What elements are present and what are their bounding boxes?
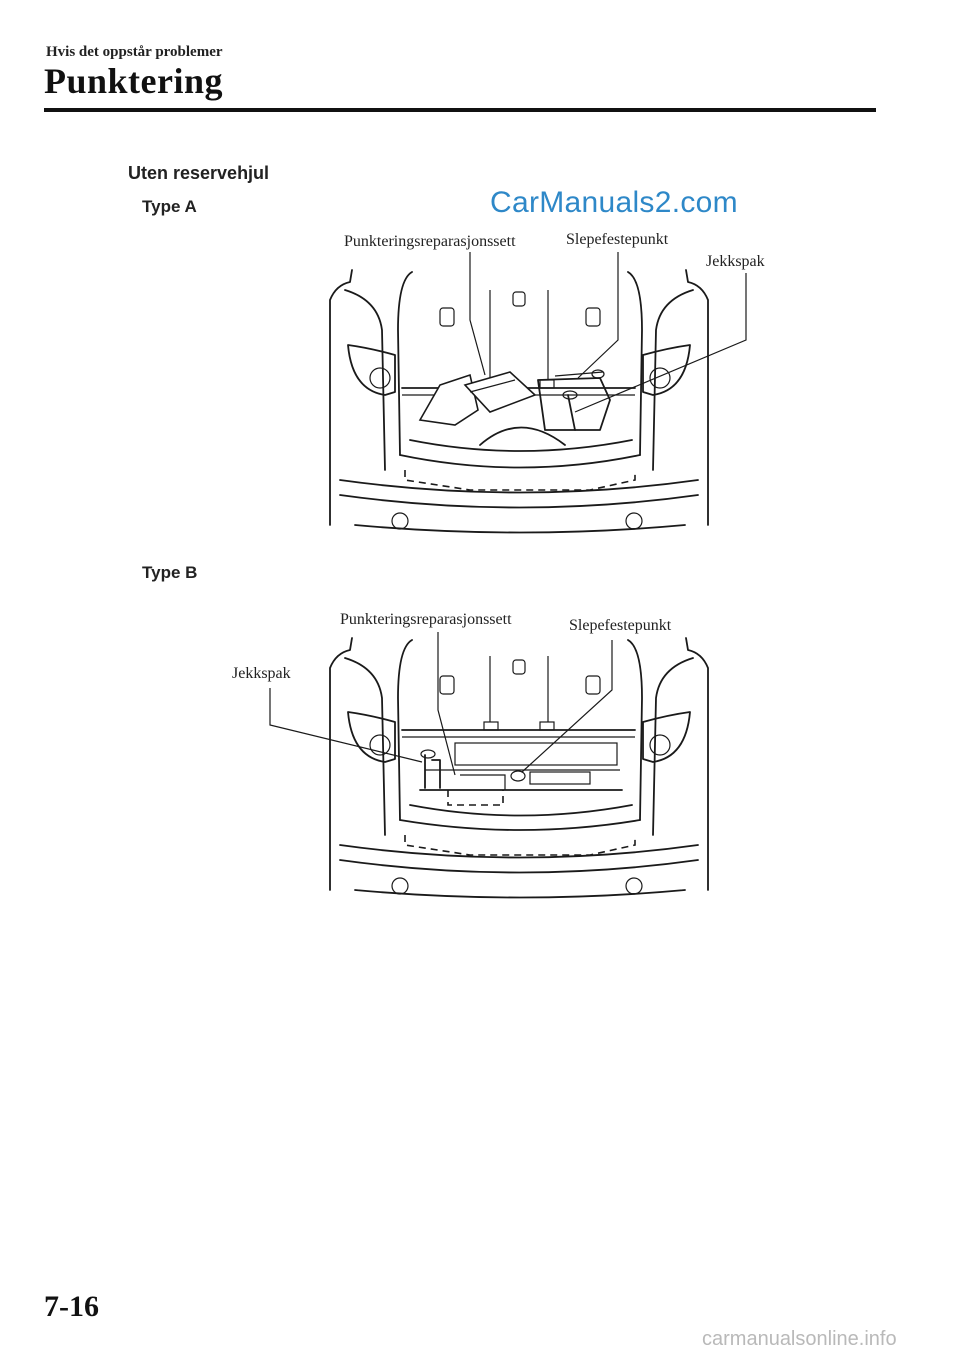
footer-watermark[interactable]: carmanualsonline.info [702, 1328, 897, 1350]
page-number: 7-16 [44, 1290, 99, 1323]
type-b-callout-repair-kit: Punkteringsreparasjonssett [340, 611, 512, 628]
page-title: Punktering [44, 61, 224, 101]
type-a-callout-tow-hook: Slepefestepunkt [566, 231, 669, 248]
section-heading: Uten reservehjul [128, 163, 270, 183]
type-a-car-rear-illustration [330, 252, 746, 533]
breadcrumb: Hvis det oppstår problemer [46, 44, 223, 60]
watermark-logo[interactable]: CarManuals2.com [490, 186, 738, 219]
type-b-callout-jack-lever: Jekkspak [232, 665, 291, 682]
type-a-label: Type A [142, 197, 197, 216]
type-b-car-rear-illustration [270, 632, 708, 898]
type-b-label: Type B [142, 563, 198, 582]
type-b-callout-tow-hook: Slepefestepunkt [569, 617, 672, 634]
type-a-callout-repair-kit: Punkteringsreparasjonssett [344, 233, 516, 250]
type-a-callout-jack-lever: Jekkspak [706, 253, 765, 270]
